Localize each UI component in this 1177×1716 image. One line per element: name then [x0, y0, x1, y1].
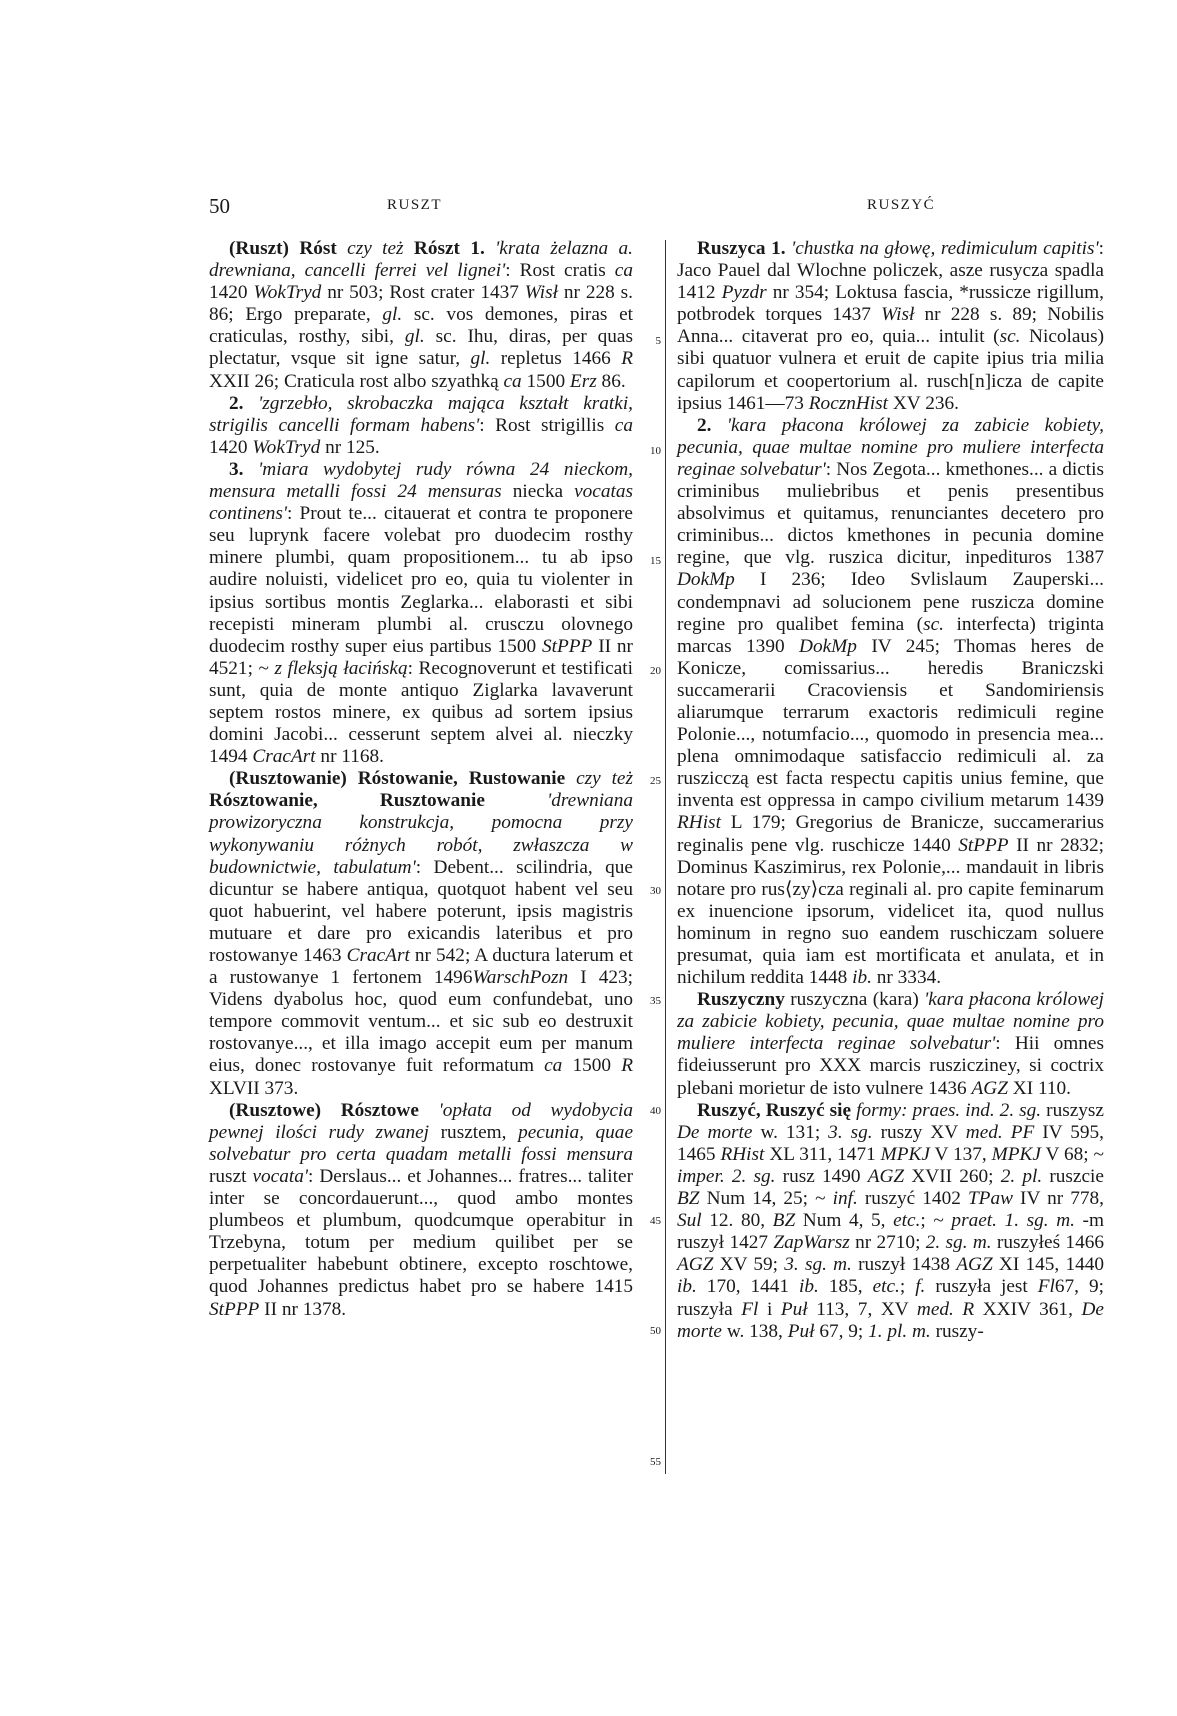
text: V 68; ~	[1045, 1143, 1104, 1165]
text: 3. sg.	[828, 1121, 873, 1143]
text: : Recognoverunt et testificati sunt, quia de monte antiquo Ziglarka lavaverunt septem rostos minere, ex quibus ad sortem ipsius domini Jacobi... cesserunt septem alvei al. nieczky 1494	[209, 657, 633, 768]
text: nr 503; Rost crater 1437	[327, 282, 519, 304]
text: IV nr 778,	[1020, 1188, 1104, 1210]
definition: 'krata żelazna a. drewniana, cancelli ferrei vel lignei'	[209, 238, 633, 282]
source: Puł	[787, 1320, 815, 1342]
source: AGZ	[677, 1254, 714, 1276]
text: IV 245; Thomas heres de Konicze, comissarius... heredis Braniczski succamerarii Cracoviensis et Sandomiriensis aliarumque terrarum exactoris redimiculi regine Polonie..., notumfacio..., quomodo in presencia mea... plena omnimodaque satisfaccio redimiculi al. za ruszicczą est facta respectu capitis unius femine, que inventa est oppressa in campo civilium metarum 1439	[677, 635, 1104, 812]
text: nr 228 s. 86; Ergo preparate,	[209, 282, 633, 326]
text: 1420	[209, 436, 248, 458]
source: WarschPozn	[472, 967, 569, 989]
line-number: 10	[650, 445, 661, 457]
text: nr 542; A ductura laterum et a rustowanye 1 fertonem 1496	[209, 945, 633, 989]
definition: vocata'	[252, 1165, 309, 1187]
text: ruszysz	[1046, 1099, 1104, 1121]
text: II nr 2832; Dominus Kaszimirus, rex Polonie,... mandauit in libris notare pro rus⟨zy⟩cza reginali al. pro capite feminarum ex inuencione ipsorum, videlicet ita, quod nullus hominum in regno suo eandem ruschiczam soluere presumat, quia iam est mortificata et anulata, et in nichilum reddita 1448	[677, 834, 1104, 989]
column-rule	[665, 240, 666, 1474]
text: gl.	[404, 326, 425, 348]
headword: Rószt 1.	[413, 238, 485, 259]
text: gl.	[382, 304, 403, 326]
text: XXII 26; Craticula rost albo szyathką	[209, 370, 499, 392]
definition: pecunia, quae solvebatur pro certa quadam metalli fossi mensura	[209, 1121, 634, 1165]
line-number: 25	[650, 775, 661, 787]
line-number: 40	[650, 1105, 661, 1117]
text: I 423; Videns dyabolus hoc, quod eum confundebat, uno tempore commovit ventum... et sic sub eo destruxit rostovanye..., et illa imago accepit eum per manum eius, donec rostovanye fuit reformatum	[209, 967, 633, 1077]
text: : Jaco Pauel dal Wlochne policzek, asze rusycza spadla 1412	[677, 238, 1104, 304]
source: BZ	[772, 1210, 796, 1232]
source: AGZ	[971, 1077, 1008, 1099]
text: nr 125.	[325, 436, 380, 458]
entry-ruszyc	[677, 1100, 1104, 1343]
text: czy też	[576, 768, 633, 790]
text: XLVII 373.	[209, 1077, 299, 1099]
text: ca	[614, 260, 633, 282]
text: gl.	[470, 348, 491, 370]
text: ruszy-	[935, 1320, 984, 1342]
line-number: 20	[650, 665, 661, 677]
definition: 'opłata od wydobycia pewnej ilości rudy zwanej	[209, 1099, 634, 1143]
line-number: 5	[655, 335, 661, 347]
text: ib.	[677, 1276, 697, 1298]
definition: 'zgrzebło, skrobaczka mająca kształt kratki, strigilis cancelli formam habens'	[209, 392, 634, 436]
source: StPPP	[541, 635, 593, 657]
text: : Rost strigillis	[479, 414, 605, 436]
line-number: 45	[650, 1215, 661, 1227]
text: : Rost cratis	[505, 260, 606, 282]
text: czy też	[347, 238, 404, 259]
entry-ruszt	[209, 238, 633, 768]
text: 1. pl. m.	[868, 1320, 931, 1342]
text: ;	[899, 1276, 906, 1298]
source: AGZ	[867, 1165, 905, 1187]
text: : Prout te... citauerat et contra te proponere seu luprynk facere volebat pro duodecim rosthy minere plumbi, quam propositionem... tu ab ipso audire noluisti, videlicet pro eo, quia tu violenter in ipsius sortibus montis Zeglarka... elaborasti et sibi recepisti mineram plumbi al. crusczu olovnego duodecim rosthy super eius partibus 1500	[209, 503, 633, 657]
text: Nicolaus) sibi quatuor vulnera et eruit de capite ipius tria milia capilorum et coopertorium al. rusch[n]icza de capite ipsius 1461—73	[677, 326, 1104, 414]
source: DokMp	[799, 635, 857, 657]
text: ruszt	[209, 1165, 247, 1187]
source: R	[621, 1055, 634, 1077]
headword: Ruszyć, Ruszyć się	[697, 1099, 852, 1121]
sense-number: 3.	[229, 458, 244, 480]
text: V 137,	[934, 1143, 987, 1165]
running-head-right: RUSZYĆ	[867, 197, 936, 213]
text: f.	[915, 1276, 926, 1298]
text: nr 2710;	[855, 1232, 921, 1254]
text: repletus 1466	[500, 348, 611, 370]
line-number: 30	[650, 885, 661, 897]
text: I 236; Ideo Svlislaum Zauperski... condempnavi ad solucionem pene ruszicza domine regine pro qualibet femina (	[677, 569, 1104, 635]
text: nr 354; Loktusa fascia, *russicze rigillum, potbrodek torques 1437	[677, 282, 1104, 326]
text: inf.	[832, 1188, 858, 1210]
headword: (Ruszt) Róst	[229, 238, 337, 259]
running-head-left: RUSZT	[387, 197, 443, 213]
source: AGZ	[956, 1254, 993, 1276]
definition: 'drewniana prowizoryczna konstrukcja, pomocna przy wykonywaniu różnych robót, zwłaszcza w budownictwie, tabulatum'	[209, 790, 633, 878]
text: formy: praes. ind. 2. sg.	[856, 1099, 1042, 1121]
entry-ruszyczny	[677, 989, 1104, 1099]
text: imper. 2. sg.	[677, 1165, 776, 1187]
source: med. R	[916, 1298, 975, 1320]
source: Sul	[677, 1210, 702, 1232]
text: 2. pl.	[1000, 1165, 1043, 1187]
sense-number: 2.	[229, 392, 244, 414]
source: De morte	[677, 1121, 753, 1143]
text: IV 595, 1465	[677, 1121, 1104, 1165]
text: sc.	[999, 326, 1021, 348]
headword: (Rusztowe) Rósztowe	[229, 1099, 419, 1121]
headword: Ruszyca 1.	[697, 238, 786, 259]
text: ca	[544, 1055, 563, 1077]
text: sc. vos demones, piras et craticulas, rosthy, sibi,	[209, 304, 634, 348]
line-number: 55	[650, 1456, 661, 1468]
text: 12. 80,	[709, 1210, 766, 1232]
source: Puł	[780, 1298, 808, 1320]
definition: 'miara wydobytej rudy równa 24 nieckom, mensura metalli fossi 24 mensuras	[209, 458, 633, 503]
definition: 'kara płacona królowej za zabicie kobiety, pecunia, quae multae nomine pro muliere interfecta reginae solvebatur'	[677, 414, 1104, 480]
headword: Ruszyczny	[697, 989, 785, 1011]
text: XL 311, 1471	[769, 1143, 876, 1165]
text: II nr 4521; ~	[209, 635, 633, 679]
source: MPKJ	[991, 1143, 1041, 1165]
text: L 179; Gregorius de Branicze, succamerarius reginalis pene vlg. ruschicze 1440	[677, 812, 1104, 856]
text: : Hii omnes fideiusserunt pro XXX marcis ruszicziney, si coctrix plebani morietur de isto vulnere 1436	[677, 1033, 1104, 1099]
source: med. PF	[965, 1121, 1035, 1143]
text: ib.	[852, 967, 872, 989]
source: Pyzdr	[721, 282, 767, 304]
text: ib.	[799, 1276, 819, 1298]
text: 170, 1441	[706, 1276, 790, 1298]
text: ruszyć 1402	[864, 1188, 961, 1210]
source: RHist	[720, 1143, 765, 1165]
source: BZ	[677, 1188, 700, 1210]
text: XVII 260;	[911, 1165, 994, 1187]
source: Erz	[569, 370, 597, 392]
text: ruszcie	[1049, 1165, 1104, 1187]
source: Wisł	[524, 282, 558, 304]
source: TPaw	[967, 1188, 1013, 1210]
source: Wisł	[881, 304, 915, 326]
text: interfecta) triginta marcas 1390	[677, 613, 1104, 657]
line-number: 50	[650, 1325, 661, 1337]
text: XI 110.	[1012, 1077, 1071, 1099]
source: StPPP	[209, 1298, 260, 1320]
text: nr 228 s. 89; Nobilis Anna... citaverat pro eo, quia... intulit (	[677, 304, 1104, 348]
text: XV 59;	[719, 1254, 779, 1276]
text: z fleksją łacińską	[274, 657, 408, 679]
source: CracArt	[252, 746, 316, 768]
left-column	[209, 238, 633, 1321]
source: WokTryd	[252, 436, 321, 458]
source: StPPP	[958, 834, 1009, 856]
text: 67, 9; ruszyła	[677, 1276, 1104, 1320]
text: 1500	[572, 1055, 612, 1077]
text: rusztem,	[440, 1121, 507, 1143]
text: 113, 7, XV	[816, 1298, 909, 1320]
text: 67, 9;	[819, 1320, 864, 1342]
source: Fl	[1037, 1276, 1055, 1298]
text: ca	[614, 414, 633, 436]
source: De morte	[677, 1298, 1104, 1342]
source: CracArt	[346, 945, 410, 966]
text: 2. sg. m.	[925, 1232, 992, 1254]
line-number: 15	[650, 555, 661, 567]
text: : Debent... scilindria, que dicuntur se habere antiqua, quotquot habent vel seu quot habuerint, vel habere poterunt, ipsis magistris mutuare et dare pro exicandis lateribus et pro rostowanye 1463	[209, 856, 633, 966]
text: XXIV 361,	[982, 1298, 1073, 1320]
page-number: 50	[209, 194, 230, 218]
text: ; ~	[920, 1210, 944, 1232]
text: ruszyłeś 1466	[996, 1232, 1104, 1254]
headword: (Rusztowanie) Róstowanie, Rustowanie	[229, 768, 566, 790]
definition: 'chustka na głowę, redimiculum capitis'	[791, 238, 1099, 259]
definition: 'kara płacona królowej za zabicie kobiety, pecunia, quae multae nomine pro muliere interfecta reginae solvebatur'	[677, 989, 1105, 1055]
source: RocznHist	[808, 392, 889, 414]
text: ruszyczna (kara)	[790, 989, 919, 1011]
source: WokTryd	[253, 282, 322, 304]
text: : Nos Zegota... kmethones... a dictis criminibus muliebribus et penis presentibus absolvimus et quitamus, renunciantes decetero pro criminibus... dictos kmethones in pecunia domine regine, que vlg. ruszica dicitur, inpedituros 1387	[677, 458, 1104, 569]
text: 1500	[526, 370, 566, 392]
text: XI 145, 1440	[998, 1254, 1105, 1276]
text: 185,	[828, 1276, 863, 1298]
text: ruszył 1438	[858, 1254, 951, 1276]
text: praet. 1. sg. m.	[951, 1210, 1075, 1232]
entry-rusztowanie	[209, 768, 633, 1099]
source: Fl	[741, 1298, 759, 1320]
right-column	[677, 238, 1104, 1343]
text: ruszyła jest	[935, 1276, 1028, 1298]
source: DokMp	[677, 569, 735, 591]
text: XV 236.	[892, 392, 959, 414]
text: i	[766, 1298, 773, 1320]
text: w. 131;	[760, 1121, 821, 1143]
text: Num 4, 5,	[802, 1210, 886, 1232]
text: nr 3334.	[876, 967, 942, 989]
text: etc.	[872, 1276, 900, 1298]
entry-rusztowe	[209, 1100, 633, 1321]
text: sc.	[923, 613, 944, 635]
sense-number: 2.	[697, 414, 712, 436]
text: 3. sg. m.	[784, 1254, 852, 1276]
text: -m ruszył 1427	[677, 1210, 1104, 1254]
text: w. 138,	[726, 1320, 783, 1342]
text: 1420	[209, 282, 248, 304]
text: ruszy XV	[880, 1121, 958, 1143]
entry-ruszyca	[677, 238, 1104, 989]
definition: vocatas continens'	[209, 481, 633, 525]
source: R	[621, 348, 633, 370]
text: rusz 1490	[782, 1165, 861, 1187]
text: etc.	[893, 1210, 921, 1232]
text: sc. Ihu, diras, per quas plectatur, vsque sit igne satur,	[209, 326, 633, 370]
text: II nr 1378.	[264, 1298, 347, 1320]
source: RHist	[677, 812, 721, 834]
source: MPKJ	[880, 1143, 930, 1165]
text: nr 1168.	[320, 746, 384, 768]
text: ca	[503, 370, 522, 392]
line-number: 35	[650, 995, 661, 1007]
text: 86.	[601, 370, 626, 392]
text: : Derslaus... et Johannes... fratres... taliter inter se concordauerunt..., quod ambo montes plumbeos et plumbum, quodcumque operabitur in Trzebyna, totum per medium quilibet per se perpetualiter habebunt obtinere, excepto roschtowe, quod Johannes predictus habet pro se habere 1415	[209, 1165, 633, 1298]
source: ZapWarsz	[773, 1232, 850, 1254]
text: niecka	[512, 481, 564, 503]
text: Num 14, 25; ~	[706, 1188, 826, 1210]
headword: Rósztowanie, Rusztowanie	[209, 790, 485, 812]
